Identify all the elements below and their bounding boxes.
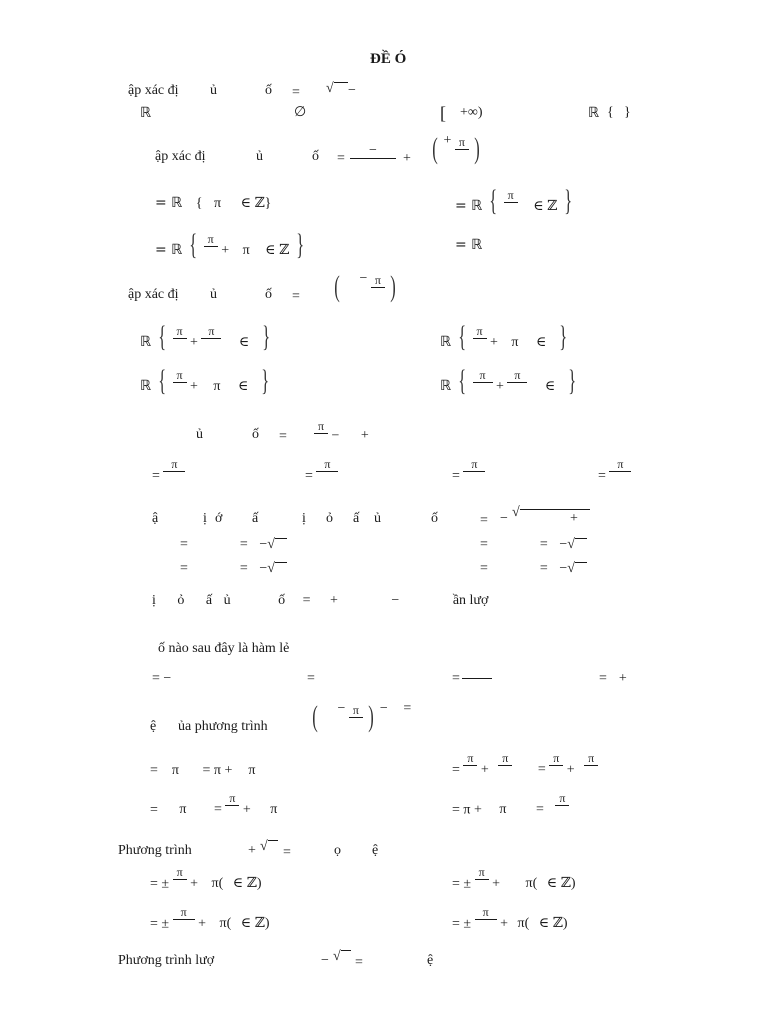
q8-stem-text: Phương trình bbox=[118, 843, 192, 858]
q1-answer-c: +∞) bbox=[460, 105, 483, 120]
q8-answer-a: = ± π + π( ∈ ℤ) bbox=[150, 865, 262, 892]
q1-answer-c-bracket: [ bbox=[440, 103, 446, 123]
q6-answer-d: = + bbox=[599, 671, 627, 686]
q9-stem-text: Phương trình lượ bbox=[118, 953, 215, 968]
q5-stem-part: ỏ bbox=[326, 511, 333, 526]
q1-stem-part: ố bbox=[265, 83, 272, 98]
q1-stem-text: ập xác đị bbox=[128, 83, 179, 98]
q5-plus: + bbox=[570, 511, 578, 526]
q4-stem-part: ủ bbox=[196, 427, 203, 442]
q4-answer-a: = π bbox=[152, 458, 185, 483]
q4-equals: = bbox=[279, 429, 287, 444]
q1-answer-b: ∅ bbox=[294, 105, 307, 120]
q3-paren: ( − π ) bbox=[334, 270, 397, 303]
q2-fraction: − bbox=[350, 144, 396, 159]
q4-answer-b: = π bbox=[305, 458, 338, 483]
q9-stem-part: ệ bbox=[427, 953, 434, 968]
q5-stem-part: ấ bbox=[353, 511, 360, 526]
q3-equals: = bbox=[292, 289, 300, 304]
q4-answer-c: = π bbox=[452, 458, 485, 483]
q7-answer-c: = π = π + π bbox=[150, 791, 278, 818]
page-title: ĐỀ Ó bbox=[370, 51, 407, 67]
q8-plus: + bbox=[248, 843, 256, 858]
q5-stem-part: ớ bbox=[215, 511, 223, 526]
q1-answer-d: ℝ bbox=[588, 105, 600, 121]
q1-stem-part: ủ bbox=[210, 83, 217, 98]
q3-answer-a: ℝ { π + π ∈ } bbox=[140, 320, 270, 353]
q8-answer-c: = ± π + π( ∈ ℤ) bbox=[150, 905, 270, 932]
q2-stem-text: ập xác đị bbox=[155, 149, 206, 164]
q5-answer-a-1: = = −√ bbox=[180, 538, 287, 552]
q5-stem-part: ậ bbox=[152, 511, 159, 526]
q5-answer-b-2: = = −√ bbox=[480, 562, 587, 576]
q5-followup: ị ỏ ấ ủ ố = + − ần lượ bbox=[152, 593, 489, 608]
q3-stem-text: ập xác đị bbox=[128, 287, 179, 302]
q8-equals: = bbox=[283, 845, 291, 860]
q5-stem-part: ị bbox=[203, 511, 207, 526]
q7-answer-a: = π = π + π bbox=[150, 763, 256, 778]
q2-answer-d: = ℝ bbox=[455, 237, 483, 253]
q3-answer-c: ℝ { π + π ∈ } bbox=[140, 364, 270, 397]
q5-sqrt: √ bbox=[512, 506, 590, 522]
q6-answer-c: = bbox=[452, 672, 492, 686]
q3-stem-part: ủ bbox=[210, 287, 217, 302]
q8-sqrt: √ bbox=[260, 840, 278, 854]
q5-answer-b-1: = = −√ bbox=[480, 538, 587, 552]
q3-stem-part: ố bbox=[265, 287, 272, 302]
q2-answer-b: = ℝ { π ∈ ℤ } bbox=[455, 184, 572, 217]
q8-answer-d: = ± π + π( ∈ ℤ) bbox=[452, 905, 568, 932]
q5-minus: − bbox=[500, 511, 508, 526]
q7-stem-text: ủa phương trình bbox=[178, 719, 268, 734]
q4-stem-part: ố bbox=[252, 427, 259, 442]
q6-answer-b: = bbox=[307, 671, 315, 686]
q1-answer-a: ℝ bbox=[140, 105, 152, 121]
q9-equals: = bbox=[355, 955, 363, 970]
q9-minus: − bbox=[321, 953, 329, 968]
q2-equals: = bbox=[337, 151, 345, 166]
q2-answer-a: = ℝ { π ∈ ℤ} bbox=[155, 195, 272, 211]
q5-answer-a-2: = = −√ bbox=[180, 562, 287, 576]
q8-stem-part: ệ bbox=[372, 843, 379, 858]
q5-stem-part: ị bbox=[302, 511, 306, 526]
q1-answer-d-open: { bbox=[607, 105, 614, 120]
q3-answer-d: ℝ { π + π ∈ } bbox=[440, 364, 576, 397]
q5-equals: = bbox=[480, 513, 488, 528]
q9-sqrt: √ bbox=[333, 950, 351, 964]
q2-stem-part: ố bbox=[312, 149, 319, 164]
q1-answer-d-close: } bbox=[624, 105, 631, 120]
q5-stem-part: ấ bbox=[252, 511, 259, 526]
q8-answer-b: = ± π + π( ∈ ℤ) bbox=[452, 865, 576, 892]
q1-equals: = bbox=[292, 85, 300, 100]
q2-plus: + bbox=[403, 151, 411, 166]
q7-answer-b: = π + π = π + π bbox=[452, 752, 598, 777]
q7-stem-part: ệ bbox=[150, 719, 157, 734]
q2-paren: ( + π ) bbox=[432, 132, 481, 165]
q6-answer-a: = − bbox=[152, 671, 172, 686]
q6-stem: ố nào sau đây là hàm lẻ bbox=[158, 641, 290, 656]
q5-stem-part: ủ bbox=[374, 511, 381, 526]
q4-answer-d: = π bbox=[598, 458, 631, 483]
q3-answer-b: ℝ { π + π ∈ } bbox=[440, 320, 568, 353]
q7-paren: ( − π ) − = bbox=[312, 700, 412, 733]
q4-fraction: π − + bbox=[314, 420, 369, 444]
q2-answer-c: = ℝ { π + π ∈ ℤ } bbox=[155, 228, 304, 261]
q2-stem-part: ủ bbox=[256, 149, 263, 164]
q7-answer-d: = π + π = π bbox=[452, 792, 569, 817]
q5-stem-part: ố bbox=[431, 511, 438, 526]
q1-minus: − bbox=[348, 83, 356, 98]
q1-sqrt: √ bbox=[326, 82, 348, 96]
q8-stem-part: ọ bbox=[334, 843, 341, 858]
